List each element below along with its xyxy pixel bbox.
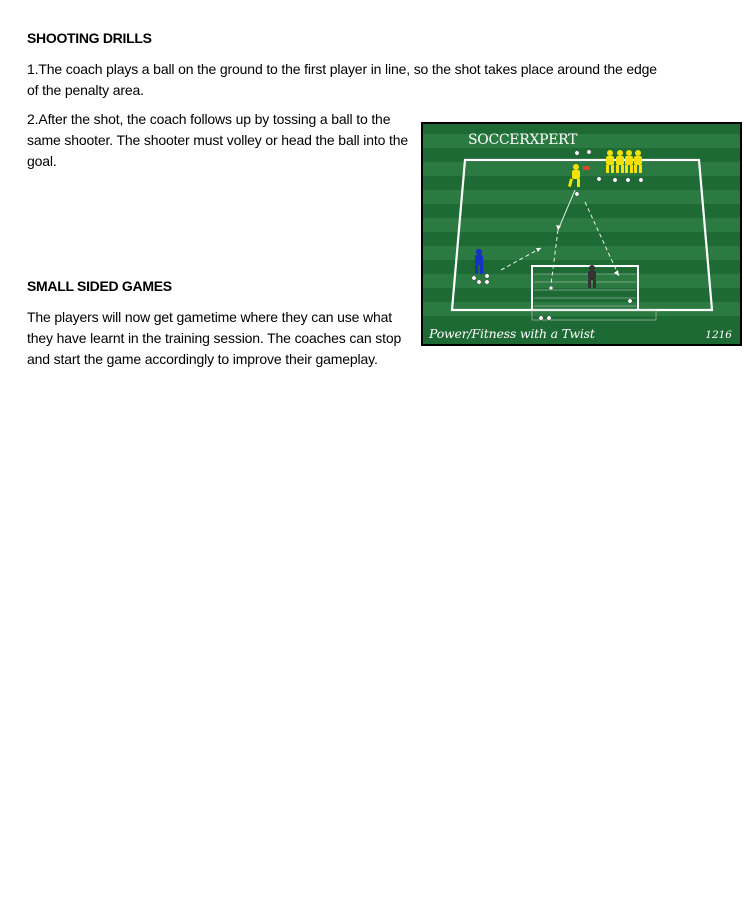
brand-logo: SOCCERXPERT <box>468 132 578 148</box>
small-sided-games-text: The players will now get gametime where they can use what they have learnt in the training session. The coaches can stop and start the game accordingly to improve their gameplay. <box>27 309 402 367</box>
drill-diagram <box>421 122 742 346</box>
small-sided-games-heading: SMALL SIDED GAMES <box>27 278 172 294</box>
shooting-drills-heading: SHOOTING DRILLS <box>27 30 152 46</box>
diagram-caption: Power/Fitness with a Twist <box>429 326 595 341</box>
pitch-illustration <box>423 124 740 344</box>
diagram-code: 1216 <box>705 329 732 341</box>
shooting-drill-step-1: 1.The coach plays a ball on the ground to the first player in line, so the shot takes place around the edge of the penalty area. <box>27 61 657 98</box>
cone-marker <box>583 166 590 170</box>
shooting-drill-step-2: 2.After the shot, the coach follows up by tossing a ball to the same shooter. The shooter must volley or head the ball into the goal. <box>27 111 408 169</box>
